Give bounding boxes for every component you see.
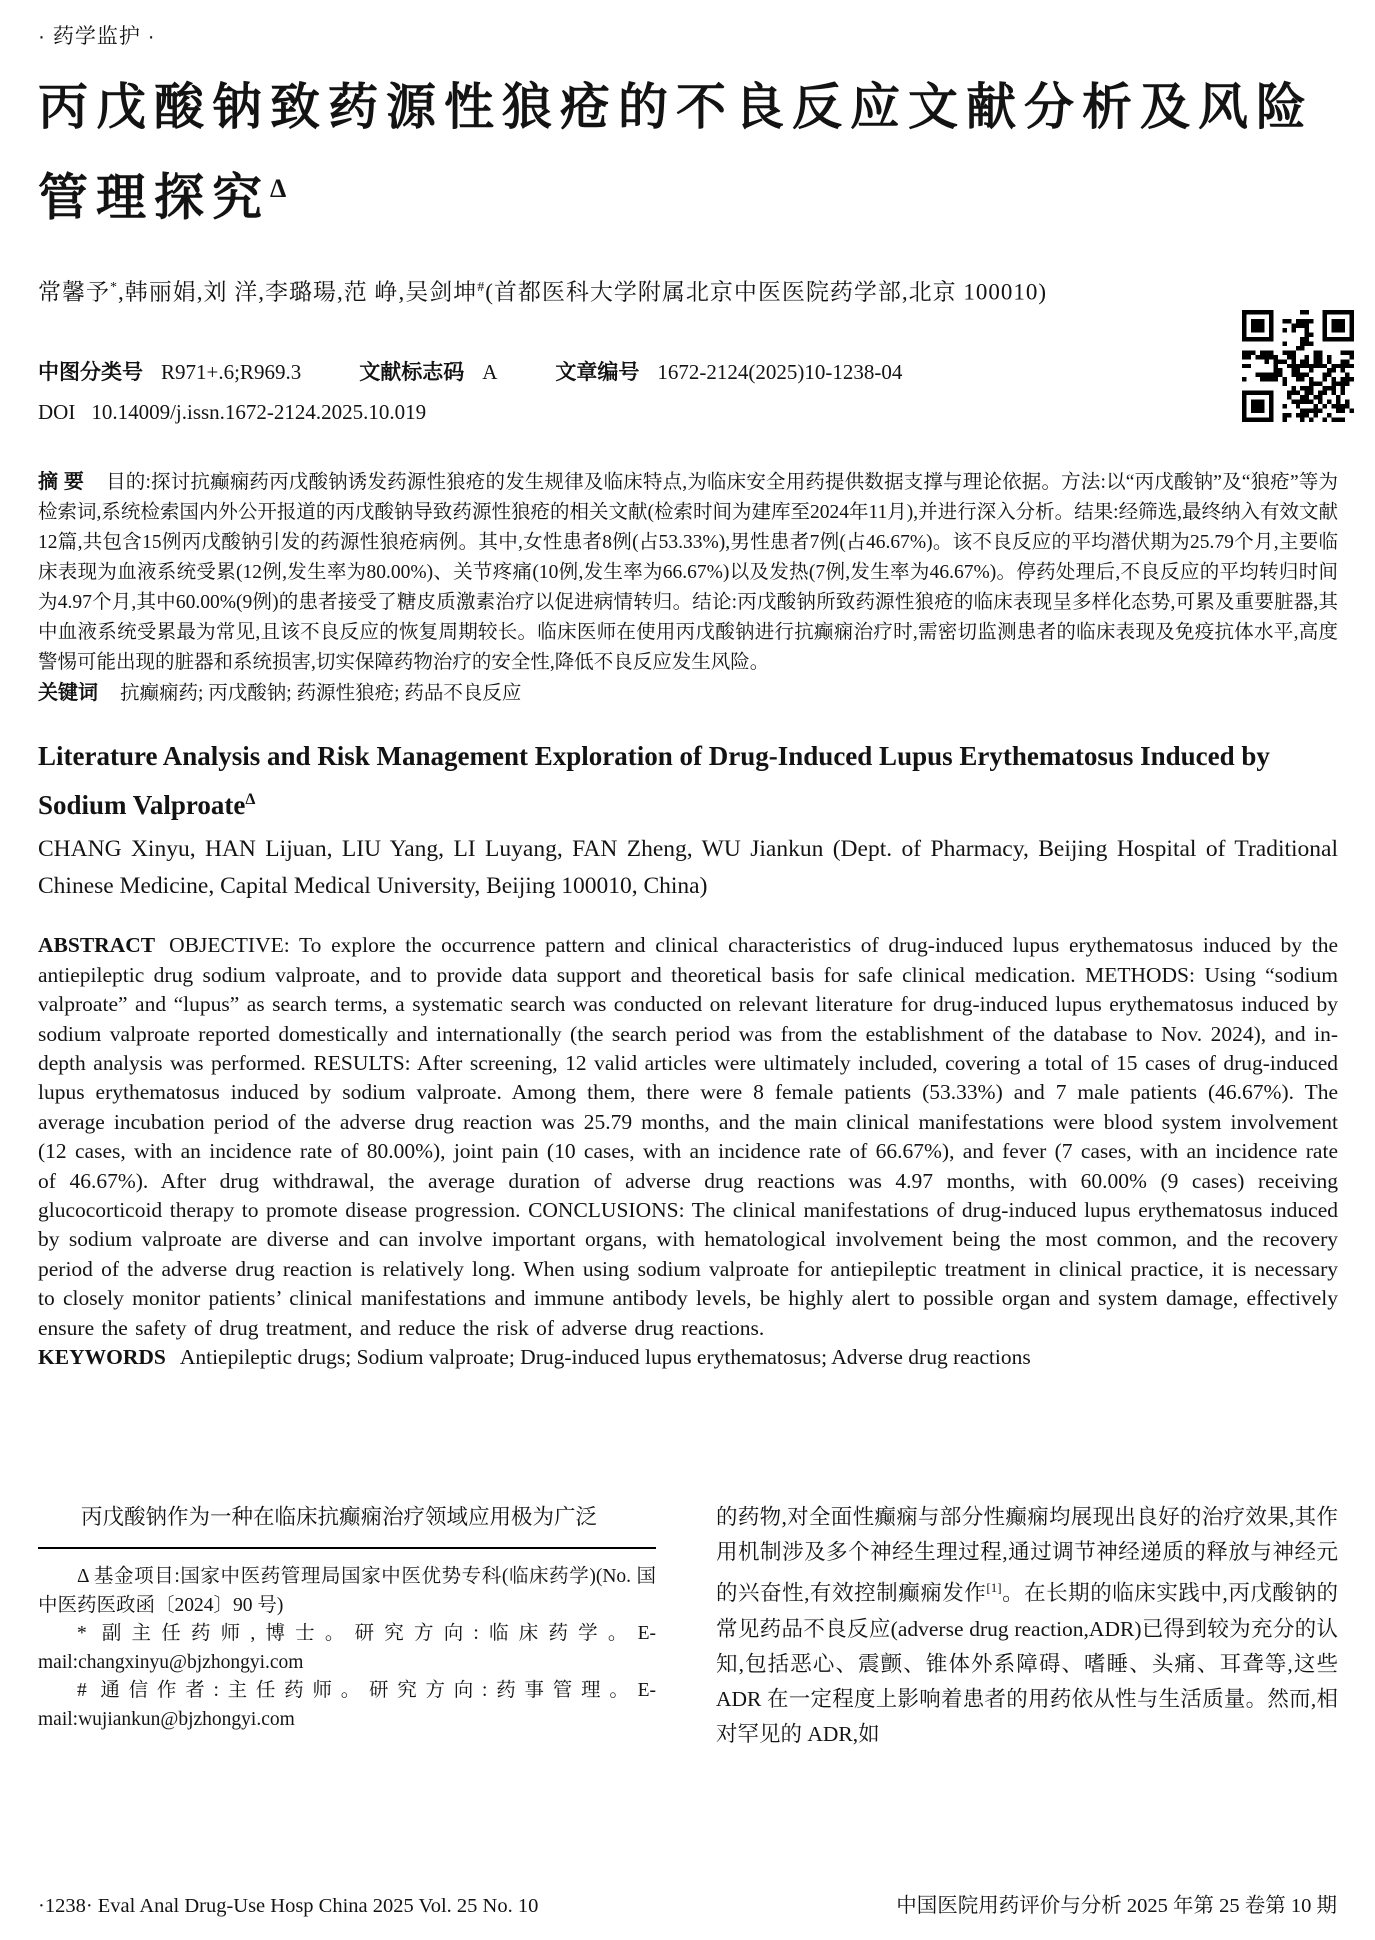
meta-article-no-label: 文章编号 (555, 361, 640, 385)
meta-doc-code-label: 文献标志码 (359, 361, 465, 385)
meta-clc-label: 中图分类号 (38, 361, 143, 385)
page-footer (38, 1888, 1337, 1918)
abstract-cn-label: 摘 要 (38, 471, 85, 494)
authors-cn: 常馨予*,韩丽娟,刘 洋,李璐瑒,范 峥,吴剑坤#(首都医科大学附属北京中医医院药学部,北京 100010) (38, 279, 1048, 305)
meta-article-no-value: 1672-2124(2025)10-1238-04 (657, 360, 903, 385)
meta-clc (38, 356, 301, 386)
footnotes (38, 1563, 656, 1734)
meta-row (38, 356, 1337, 386)
journal-column-label: · 药学监护 · (38, 25, 156, 48)
keywords-en-label: KEYWORDS (38, 1345, 166, 1369)
abstract-cn (38, 467, 1338, 678)
body-columns (38, 1500, 1338, 1751)
body-column-left (38, 1500, 656, 1751)
meta-article-no (555, 356, 902, 386)
footer-right: 中国医院用药评价与分析 2025 年第 25 卷第 10 期 (896, 1895, 1337, 1917)
keywords-cn-label: 关键词 (38, 682, 98, 705)
doi-row (38, 400, 1337, 425)
keywords-en (38, 1343, 1338, 1372)
keywords-en-text: Antiepileptic drugs; Sodium valproate; Drug-induced lupus erythematosus; Adverse drug reactions (179, 1345, 1031, 1369)
title-fund-marker: Δ (270, 174, 287, 203)
keywords-cn-text: 抗癫痫药; 丙戊酸钠; 药源性狼疮; 药品不良反应 (120, 683, 522, 705)
abstract-en (38, 931, 1338, 1343)
footnote-item: # 通信作者:主任药师。研究方向:药事管理。E-mail:wujiankun@bjzhongyi.com (38, 1680, 656, 1730)
meta-doc-code-value: A (482, 360, 498, 385)
qr-code (1242, 310, 1354, 422)
footnote-divider (38, 1547, 656, 1549)
meta-clc-value: R971+.6;R969.3 (161, 360, 302, 385)
doi-label: DOI (38, 400, 76, 425)
intro-paragraph-left: 丙戊酸钠作为一种在临床抗癫痫治疗领域应用极为广泛 (81, 1505, 598, 1530)
meta-doc-code (359, 356, 497, 386)
abstract-en-text: OBJECTIVE: To explore the occurrence pattern and clinical characteristics of drug-induced lupus erythematosus induced by the antiepileptic drug sodium valproate, and to provide data support and theoretical basis for safe clinical medication. METHODS: Using “sodium valproate” and “lupus” as search terms, a systematic search was conducted on relevant literature for drug-induced lupus erythematosus induced by sodium valproate reported domestically and internationally (the search period was from the establishment of the database to Nov. 2024), and in-depth analysis was performed. RESULTS: After screening, 12 valid articles were ultimately included, covering a total of 15 cases of drug-induced lupus erythematosus induced by sodium valproate. Among them, there were 8 female patients (53.33%) and 7 male patients (46.67%). The average incubation period of the adverse drug reaction was 25.79 months, and the main clinical manifestations were blood system involvement (12 cases, with an incidence rate of 80.00%), joint pain (10 cases, with an incidence rate of 66.67%), and fever (7 cases, with an incidence rate of 46.67%). After drug withdrawal, the average duration of adverse drug reactions was 4.97 months, with 60.00% (9 cases) receiving glucocorticoid therapy to promote disease progression. CONCLUSIONS: The clinical manifestations of drug-induced lupus erythematosus induced by sodium valproate are diverse and can involve important organs, with hematological involvement being the most common, and the recovery period of the adverse drug reaction is relatively long. When using sodium valproate for antiepileptic treatment in clinical practice, it is necessary to closely monitor patients’ clinical manifestations and immune antibody levels, be highly alert to possible organ and system damage, effectively ensure the safety of drug treatment, and reduce the risk of adverse drug reactions. (38, 933, 1338, 1340)
footnote-item: Δ 基金项目:国家中医药管理局国家中医优势专科(临床药学)(No. 国中医药医政函〔2024〕90 号) (38, 1566, 656, 1616)
footer-left: ·1238· Eval Anal Drug-Use Hosp China 2025 Vol. 25 No. 10 (38, 1895, 539, 1917)
article-title-cn-text: 丙戊酸钠致药源性狼疮的不良反应文献分析及风险管理探究 (38, 79, 1314, 226)
body-column-right (716, 1500, 1338, 1751)
article-title-cn (38, 66, 1338, 239)
article-title-en: Literature Analysis and Risk Management Exploration of Drug-Induced Lupus Erythematosus Induced by Sodium Valproate$^\Delta$ (38, 741, 1270, 821)
authors-en: CHANG Xinyu, HAN Lijuan, LIU Yang, LI Luyang, FAN Zheng, WU Jiankun (Dept. of Pharmacy, Beijing Hospital of Traditional Chinese Medicine, Capital Medical University, Beijing 100010, China) (38, 836, 1338, 900)
intro-paragraph-right: 的药物,对全面性癫痫与部分性癫痫均展现出良好的治疗效果,其作用机制涉及多个神经生理过程,通过调节神经递质的释放与神经元的兴奋性,有效控制癫痫发作[1]。在长期的临床实践中,丙戊酸钠的常见药品不良反应(adverse drug reaction,ADR)已得到较为充分的认知,包括恶心、震颤、锥体外系障碍、嗜睡、头痛、耳聋等,这些 ADR 在一定程度上影响着患者的用药依从性与生活质量。然而,相对罕见的 ADR,如 (716, 1505, 1338, 1746)
abstract-cn-text: 目的:探讨抗癫痫药丙戊酸钠诱发药源性狼疮的发生规律及临床特点,为临床安全用药提供数据支撑与理论依据。方法:以“丙戊酸钠”及“狼疮”等为检索词,系统检索国内外公开报道的丙戊酸钠导致药源性狼疮的相关文献(检索时间为建库至2024年11月),并进行深入分析。结果:经筛选,最终纳入有效文献12篇,共包含15例丙戊酸钠引发的药源性狼疮病例。其中,女性患者8例(占53.33%),男性患者7例(占46.67%)。该不良反应的平均潜伏期为25.79个月,主要临床表现为血液系统受累(12例,发生率为80.00%)、关节疼痛(10例,发生率为66.67%)以及发热(7例,发生率为46.67%)。停药处理后,不良反应的平均转归时间为4.97个月,其中60.00%(9例)的患者接受了糖皮质激素治疗以促进病情转归。结论:丙戊酸钠所致药源性狼疮的临床表现呈多样化态势,可累及重要脏器,其中血液系统受累最为常见,且该不良反应的恢复周期较长。临床医师在使用丙戊酸钠进行抗癫痫治疗时,需密切监测患者的临床表现及免疫抗体水平,高度警惕可能出现的脏器和系统损害,切实保障药物治疗的安全性,降低不良反应发生风险。 (38, 472, 1338, 674)
footnote-item: * 副主任药师,博士。研究方向:临床药学。E-mail:changxinyu@bjzhongyi.com (38, 1623, 656, 1673)
doi-value: 10.14009/j.issn.1672-2124.2025.10.019 (91, 400, 427, 425)
abstract-en-label: ABSTRACT (38, 933, 156, 958)
keywords-cn (38, 678, 1337, 709)
